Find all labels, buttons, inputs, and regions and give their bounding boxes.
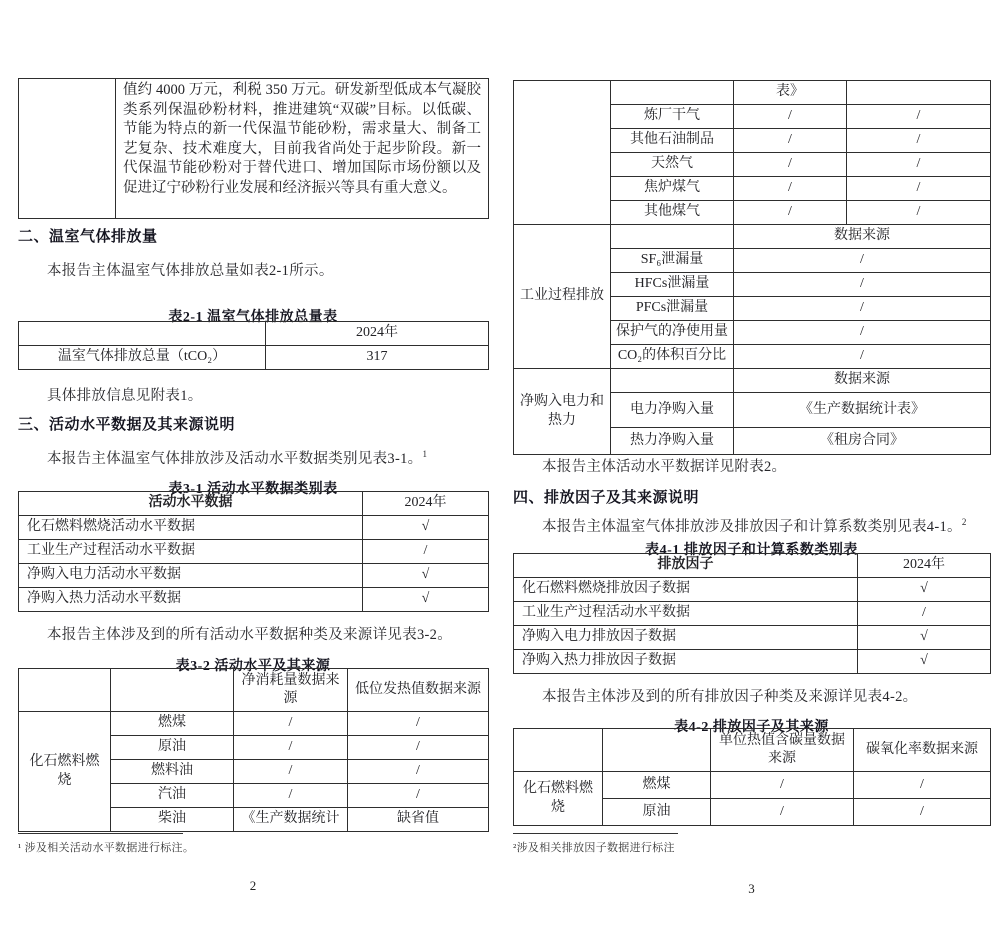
table-row [19,492,489,516]
table-row [514,81,991,105]
row-value: √ [363,564,489,588]
table-3-2-header-heatvalue: 低位发热值数据来源 [348,669,489,712]
table-row [514,602,991,626]
row-label: SF₆泄漏量 [611,249,734,273]
fuel-name: 其他石油制品 [611,129,734,153]
data-source-header: 数据来源 [734,225,991,249]
table-row [514,772,991,799]
section-3-heading: 三、活动水平数据及其来源说明 [18,417,236,433]
data-source-header: 数据来源 [734,369,991,393]
table-row [514,578,991,602]
cell-value: / [711,799,854,826]
table-2-1-row-label: 温室气体排放总量（tCO₂） [19,346,266,370]
row-value: / [858,602,991,626]
section-2-heading: 二、温室气体排放量 [18,229,158,245]
table-3-2-wrap [18,668,488,832]
section-4-heading: 四、排放因子及其来源说明 [513,490,700,506]
table-row [514,225,991,249]
row-value: √ [363,516,489,540]
cell-value: / [234,736,348,760]
table-4-1-wrap [513,553,990,674]
table-2-1-row-value: 317 [266,346,489,370]
cell-value: / [847,177,991,201]
footnote-ref-1: 1 [422,449,428,460]
table-3-1-header-label: 活动水平数据 [19,492,363,516]
table-4-1 [513,553,991,674]
cell-value: / [734,345,991,369]
table-row [19,669,489,712]
footnote-2: ²涉及相关排放因子数据进行标注 [513,842,675,854]
paragraph-see-annex2: 本报告主体活动水平数据详见附表2。 [542,459,787,475]
footnote-divider [18,833,183,834]
table-3-2-header-consumption: 净消耗量数据来源 [234,669,348,712]
row-label: HFCs泄漏量 [611,273,734,297]
section-4-paragraph [513,515,990,536]
row-label: PFCs泄漏量 [611,297,734,321]
cell-value: / [348,760,489,784]
table-row [19,322,489,346]
row-label: 电力净购入量 [611,393,734,428]
row-label: 热力净购入量 [611,428,734,455]
cell-value: / [348,784,489,808]
fuel-name: 原油 [603,799,711,826]
table-cell-empty [111,669,234,712]
row-value: √ [858,578,991,602]
row-label: 化石燃料燃烧排放因子数据 [514,578,858,602]
row-label: 净购入热力排放因子数据 [514,650,858,674]
cell-value: / [854,799,991,826]
fuel-name: 燃煤 [603,772,711,799]
cell-value: / [734,129,847,153]
table-2-1-wrap [18,321,488,370]
table-row [19,588,489,612]
table-4-2 [513,728,991,826]
table-cell-empty [611,225,734,249]
cell-value: / [734,201,847,225]
table-3-2-title: 表3-2 活动水平及其来源 [175,659,331,674]
fuel-name: 炼厂干气 [611,105,734,129]
section-2-paragraph: 本报告主体温室气体排放总量如表2-1所示。 [47,263,334,279]
cell-value: / [847,201,991,225]
table-cell-empty [611,81,734,105]
table-row [514,369,991,393]
cell-value: / [734,273,991,297]
fuel-name: 汽油 [111,784,234,808]
table-4-1-header-year: 2024年 [858,554,991,578]
cell-value: 《租房合同》 [734,428,991,455]
cell-value: / [734,105,847,129]
table-row [514,650,991,674]
cell-value: / [348,712,489,736]
cell-value: / [847,129,991,153]
cell-value: / [734,153,847,177]
table-row [19,564,489,588]
cell-value: / [711,772,854,799]
cell-value: / [234,712,348,736]
table-row [514,729,991,772]
row-label: 工业生产过程活动水平数据 [514,602,858,626]
fuel-name: 天然气 [611,153,734,177]
cell-value: / [348,736,489,760]
fuel-name: 燃料油 [111,760,234,784]
page-number-3: 3 [748,881,755,896]
row-label: 净购入热力活动水平数据 [19,588,363,612]
table-cell-empty [514,81,611,225]
paragraph-see-table-4-2: 本报告主体涉及到的所有排放因子种类及来源详见表4-2。 [542,689,918,705]
table-4-2-title: 表4-2 排放因子及其来源 [674,720,829,735]
row-label: 保护气的净使用量 [611,321,734,345]
cell-value: 缺省值 [348,808,489,832]
fuel-name: 柴油 [111,808,234,832]
group-label-fossil-fuel: 化石燃料燃烧 [19,712,111,832]
row-label: 工业生产过程活动水平数据 [19,540,363,564]
table-cell-empty [603,729,711,772]
fuel-name: 燃煤 [111,712,234,736]
table-4-2-header-carbon: 单位热值含碳量数据来源 [711,729,854,772]
table-3-2-continued-wrap [513,80,990,455]
row-label: CO₂的体积百分比 [611,345,734,369]
paragraph-see-table-3-2: 本报告主体涉及到的所有活动水平数据种类及来源详见表3-2。 [47,627,453,643]
fuel-name: 焦炉煤气 [611,177,734,201]
continuation-text-cell: 值约 4000 万元，利税 350 万元。研发新型低成本气凝胶类系列保温砂粉材料，推进建筑“双碳”目标。以低碳、节能为特点的新一代保温节能砂粉，需求量大、制备工艺复杂、技术难度大，目前我省尚处于起步阶段。新一代保温节能砂粉对于替代进口、增加国际市场份额以及促进辽宁砂粉行业发展和经济振兴等具有重大意义。 [116,79,489,219]
continuation-row-label-cell [19,79,116,219]
cell-value: / [234,784,348,808]
footnote-1: ¹ 涉及相关活动水平数据进行标注。 [18,842,195,854]
page-number-2: 2 [249,878,257,893]
carry-over-cell: 表》 [734,81,847,105]
group-label-industrial-process: 工业过程排放 [514,225,611,369]
cell-value: 《生产数据统计 [234,808,348,832]
row-value: √ [858,650,991,674]
cell-value: / [734,297,991,321]
table-2-1-header-year: 2024年 [266,322,489,346]
section-3-paragraph [18,447,488,468]
continuation-table-wrap [18,78,488,219]
footnote-ref-2: 2 [961,517,967,528]
continuation-table [18,78,489,219]
fuel-name: 原油 [111,736,234,760]
table-4-1-header-label: 排放因子 [514,554,858,578]
cell-value: / [734,321,991,345]
section-3-paragraph-text: 本报告主体温室气体排放涉及活动水平数据类别见表3-1。 [47,451,423,467]
table-row [19,346,489,370]
fuel-name: 其他煤气 [611,201,734,225]
row-value: / [363,540,489,564]
row-label: 化石燃料燃烧活动水平数据 [19,516,363,540]
table-3-1-wrap [18,491,488,612]
cell-value: / [847,105,991,129]
cell-value: / [734,177,847,201]
table-3-2 [18,668,489,832]
table-3-1-title: 表3-1 活动水平数据类别表 [168,482,338,497]
table-3-2-continued [513,80,991,455]
table-cell-empty [514,729,603,772]
section-4-paragraph-text: 本报告主体温室气体排放涉及排放因子和计算系数类别见表4-1。 [542,519,962,535]
row-value: √ [363,588,489,612]
table-row [19,540,489,564]
table-3-1 [18,491,489,612]
cell-value: / [854,772,991,799]
row-label: 净购入电力排放因子数据 [514,626,858,650]
table-2-1-title: 表2-1 温室气体排放总量表 [168,310,338,325]
table-4-2-wrap [513,728,990,826]
cell-value: / [847,153,991,177]
table-cell-empty [19,322,266,346]
table-4-2-header-oxidation: 碳氧化率数据来源 [854,729,991,772]
table-row [19,516,489,540]
table-cell-empty [19,669,111,712]
table-cell-empty [611,369,734,393]
footnote-divider [513,833,678,834]
table-4-1-title: 表4-1 排放因子和计算系数类别表 [645,543,858,558]
table-row [19,712,489,736]
table-cell-empty [847,81,991,105]
group-label-fossil-fuel: 化石燃料燃烧 [514,772,603,826]
table-row [514,554,991,578]
row-value: √ [858,626,991,650]
cell-value: / [734,249,991,273]
table-row [514,626,991,650]
table-2-1 [18,321,489,370]
cell-value: / [234,760,348,784]
cell-value: 《生产数据统计表》 [734,393,991,428]
row-label: 净购入电力活动水平数据 [19,564,363,588]
paragraph-see-annex1: 具体排放信息见附表1。 [47,388,203,404]
table-3-1-header-year: 2024年 [363,492,489,516]
group-label-purchased-power-heat: 净购入电力和热力 [514,369,611,455]
